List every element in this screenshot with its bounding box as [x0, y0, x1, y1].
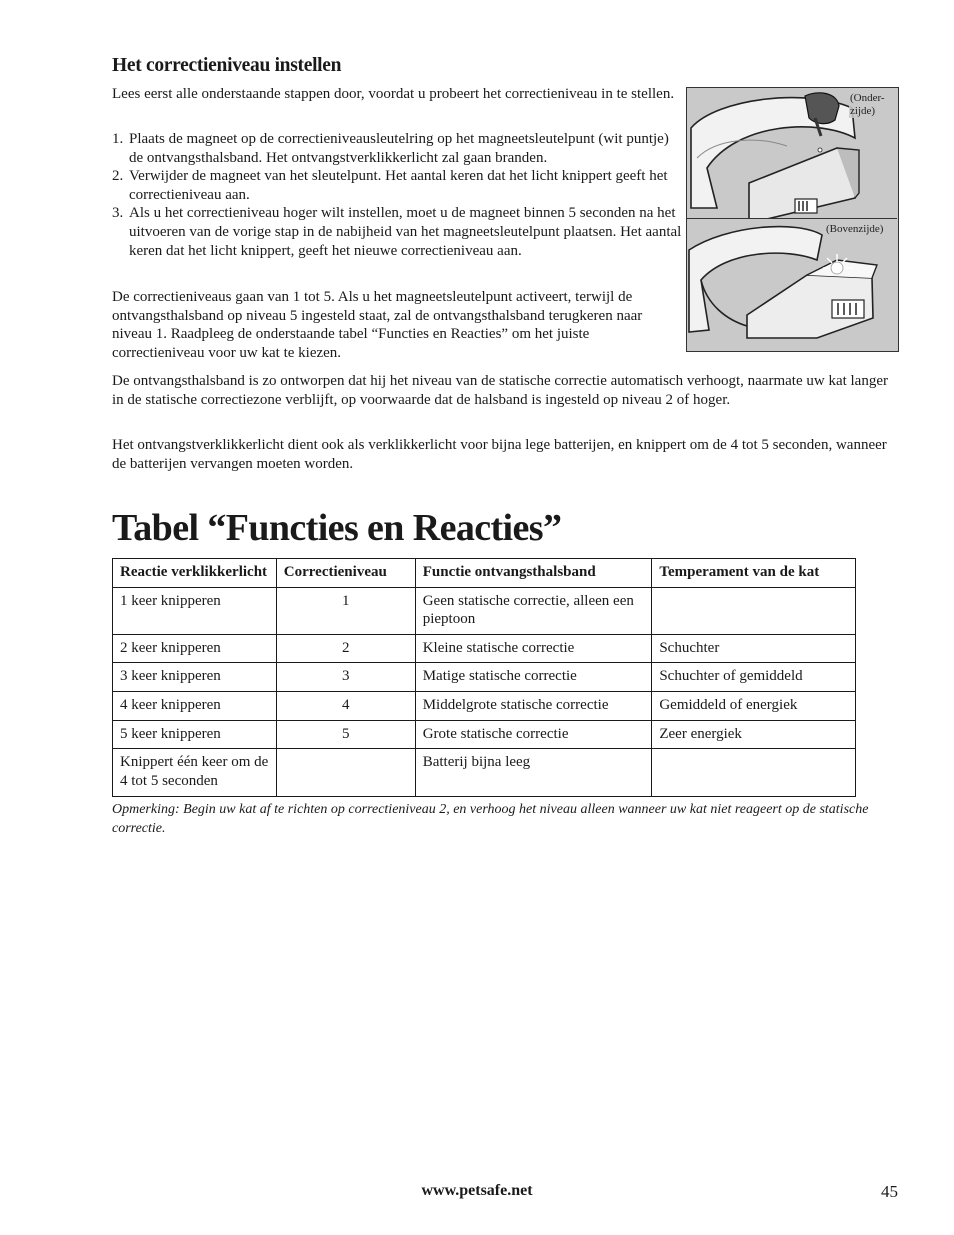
- collar-topside-panel: [687, 220, 897, 350]
- table-row: [113, 691, 856, 720]
- cell-temperament: Schuchter: [652, 634, 856, 663]
- step-number: 3.: [112, 205, 124, 222]
- header-indicator-response: Reactie verklikkerlicht: [113, 559, 277, 588]
- cell-level: 3: [276, 663, 415, 692]
- table-row: [113, 663, 856, 692]
- table-note: Opmerking: Begin uw kat af te richten op correctieniveau 2, en verhoog het niveau alleen wanneer uw kat niet reageert op de statische correctie.: [112, 802, 869, 836]
- collar-topside-drawing: [687, 220, 897, 350]
- cell-temperament: Schuchter of gemiddeld: [652, 663, 856, 692]
- table-header-row: [113, 559, 856, 588]
- step-item: [112, 204, 682, 260]
- levels-paragraph: De correctieniveaus gaan van 1 tot 5. Als u het magneetsleutelpunt activeert, terwijl de ontvangsthalsband op niveau 5 ingesteld staat, zal de ontvangsthalsband terugkeren naar niveau 1. Raadpleeg de onderstaande tabel “Functies en Reacties” om het juiste correctieniveau voor uw kat te kiezen.: [112, 289, 643, 361]
- cell-function: Batterij bijna leeg: [415, 749, 652, 797]
- table-row: [113, 634, 856, 663]
- step-text: Verwijder de magneet van het sleutelpunt. Het aantal keren dat het licht knippert geeft het correctieniveau aan.: [129, 168, 668, 203]
- cell-function: Grote statische correctie: [415, 720, 652, 749]
- footer-website-url: www.petsafe.net: [421, 1182, 533, 1199]
- header-collar-function: Functie ontvangsthalsband: [415, 559, 652, 588]
- auto-level-paragraph: De ontvangsthalsband is zo ontworpen dat hij het niveau van de statische correctie automatisch verhoogt, naarmate uw kat langer in de statische correctiezone verblijft, op voorwaarde dat de halsband is ingesteld op niveau 2 of hoger.: [112, 373, 888, 408]
- cell-function: Middelgrote statische correctie: [415, 691, 652, 720]
- cell-level: 2: [276, 634, 415, 663]
- section-title: Het correctieniveau instellen: [112, 55, 342, 76]
- step-text: Plaats de magneet op de correctieniveausleutelring op het magneetsleutelpunt (wit puntje) de ontvangsthalsband. Het ontvangstverklikkerlicht zal gaan branden.: [129, 131, 669, 166]
- cell-level: 1: [276, 587, 415, 634]
- cell-function: Kleine statische correctie: [415, 634, 652, 663]
- page-number: 45: [881, 1182, 898, 1201]
- table-row: [113, 587, 856, 634]
- step-number: 2.: [112, 168, 124, 185]
- cell-temperament: [652, 587, 856, 634]
- cell-function: Geen statische correctie, alleen een pieptoon: [415, 587, 652, 634]
- cell-temperament: Zeer energiek: [652, 720, 856, 749]
- cell-indicator: 3 keer knipperen: [113, 663, 277, 692]
- table-title: Tabel “Functies en Reacties”: [112, 507, 562, 549]
- battery-paragraph: Het ontvangstverklikkerlicht dient ook als verklikkerlicht voor bijna lege batterijen, en knippert om de 4 tot 5 seconden, wanneer de batterijen vervangen moeten worden.: [112, 437, 887, 472]
- underside-label-line2: zijde): [850, 105, 876, 117]
- table-row: [113, 720, 856, 749]
- cell-indicator: 4 keer knipperen: [113, 691, 277, 720]
- steps-list: [112, 130, 682, 260]
- collar-illustration: [686, 87, 899, 352]
- cell-level: [276, 749, 415, 797]
- underside-label-line1: (Onder-: [850, 92, 885, 104]
- step-item: [112, 130, 682, 167]
- cell-level: 4: [276, 691, 415, 720]
- step-text: Als u het correctieniveau hoger wilt instellen, moet u de magneet binnen 5 seconden na het uitvoeren van de vorige stap in de nabijheid van het magneetsleutelpunt plaatsen. Het aantal keren dat het licht knippert, geeft het nieuwe correctieniveau aan.: [129, 205, 682, 259]
- functions-reactions-table: [112, 558, 856, 797]
- header-cat-temperament: Temperament van de kat: [652, 559, 856, 588]
- cell-indicator: 5 keer knipperen: [113, 720, 277, 749]
- cell-function: Matige statische correctie: [415, 663, 652, 692]
- step-number: 1.: [112, 131, 124, 147]
- collar-underside-panel: [687, 88, 897, 219]
- cell-level: 5: [276, 720, 415, 749]
- cell-temperament: Gemiddeld of energiek: [652, 691, 856, 720]
- intro-paragraph: Lees eerst alle onderstaande stappen door, voordat u probeert het correctieniveau in te stellen.: [112, 86, 675, 102]
- cell-indicator: Knippert één keer om de 4 tot 5 seconden: [113, 749, 277, 797]
- cell-indicator: 2 keer knipperen: [113, 634, 277, 663]
- cell-temperament: [652, 749, 856, 797]
- table-row: [113, 749, 856, 797]
- header-correction-level: Correctieniveau: [276, 559, 415, 588]
- step-item: [112, 167, 682, 204]
- cell-indicator: 1 keer knipperen: [113, 587, 277, 634]
- topside-label: (Bovenzijde): [826, 223, 884, 235]
- underside-label: [849, 92, 886, 118]
